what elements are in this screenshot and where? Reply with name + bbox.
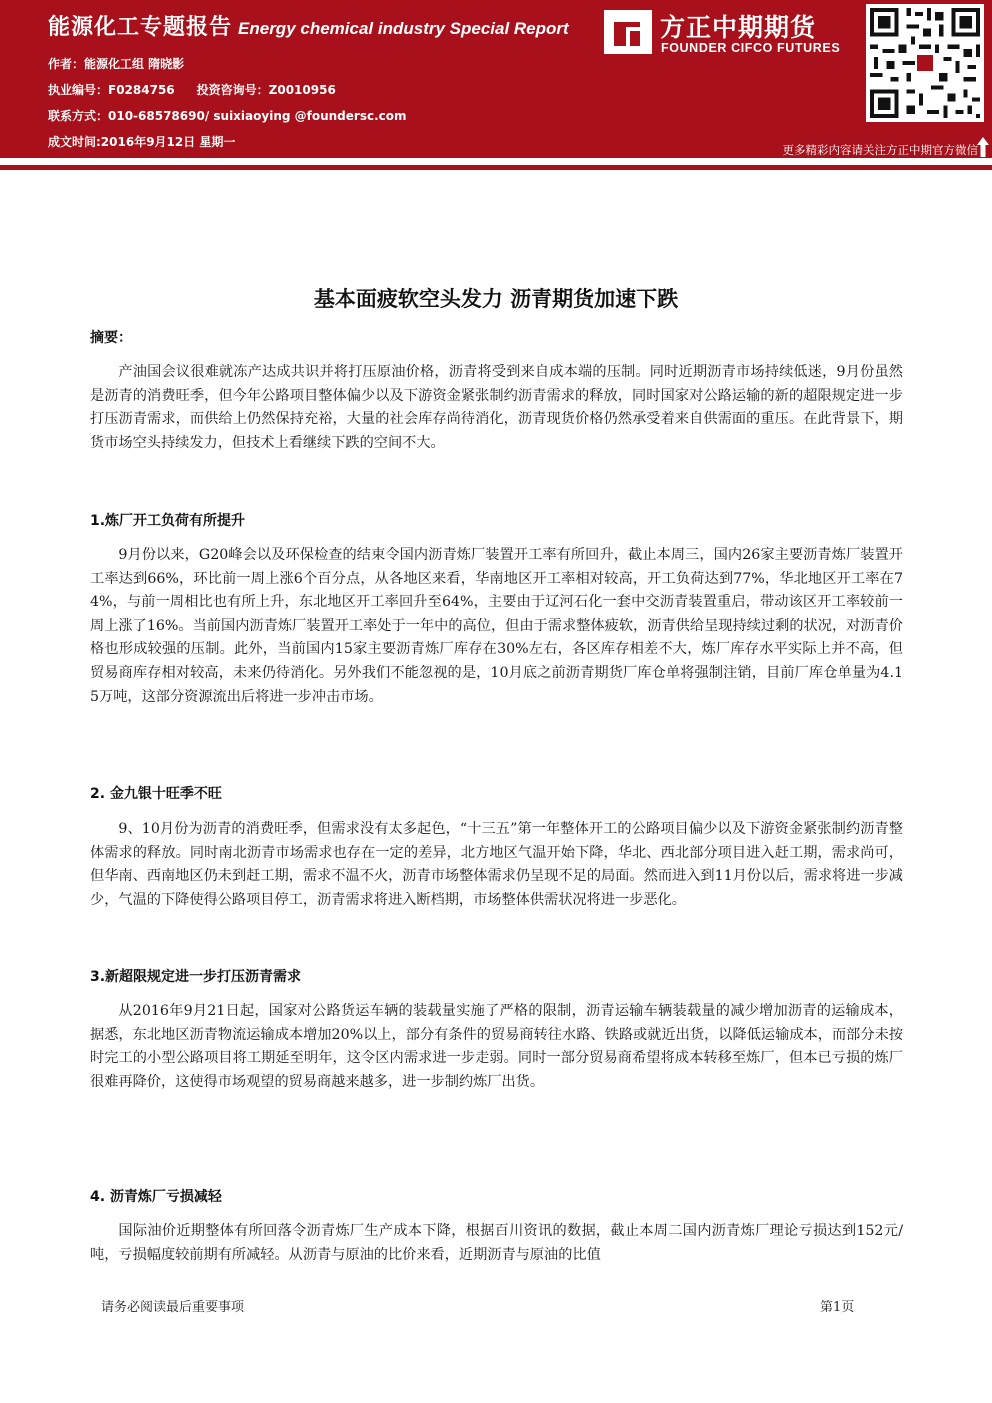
- section-body-3: 从2016年9月21日起，国家对公路货运车辆的装载量实施了严格的限制，沥青运输车辆装载量的减少增加沥青的运输成本，据悉，东北地区沥青物流运输成本增加20%以上，部分有条件的贸易商转往水路、铁路或就近出货，以降低运输成本，而部分未按时完工的小型公路项目将工期延至明年，这令区内需求进一步走弱。同时一部分贸易商希望将成本转移至炼厂，但本已亏损的炼厂很难再降价，这使得市场观望的贸易商越来越多，进一步制约炼厂出货。: [90, 1003, 903, 1090]
- header-divider: [0, 165, 992, 170]
- summary-paragraph: 产油国会议很难就冻产达成共识并将打压原油价格，沥青将受到来自成本端的压制。同时近期沥青市场持续低迷，9月份虽然是沥青的消费旺季，但今年公路项目整体偏少以及下游资金紧张制约沥青需求的释放，同时国家对公路运输的新的超限规定进一步打压沥青需求，而供给上仍然保持充裕，大量的社会库存尚待消化，沥青现货价格仍然承受着来自供需面的重压。在此背景下，期货市场空头持续发力，但技术上看继续下跌的空间不大。: [90, 364, 903, 451]
- author-line: 作者：能源化工组 隋晓影: [48, 57, 185, 71]
- logo-text-en: FOUNDER CIFCO FUTURES: [661, 41, 841, 55]
- license-line: [48, 81, 336, 98]
- section-body-4: 国际油价近期整体有所回落令沥青炼厂生产成本下降，根据百川资讯的数据，截止本周二国内沥青炼厂理论亏损达到152元/吨，亏损幅度较前期有所减轻。从沥青与原油的比价来看，近期沥青与原油的比值: [90, 1223, 903, 1263]
- section-body-1: 9月份以来，G20峰会以及环保检查的结束令国内沥青炼厂装置开工率有所回升，截止本周三，国内26家主要沥青炼厂装置开工率达到66%，环比前一周上涨6个百分点，从各地区来看，华南地区开工率相对较高，开工负荷达到77%，华北地区开工率在74%，与前一周相比也有所上升，东北地区开工率回升至64%，主要由于辽河石化一套中交沥青装置重启，带动该区开工率较前一周上涨了16%。当前国内沥青炼厂装置开工率处于一年中的高位，但由于需求整体疲软，沥青供给呈现持续过剩的状况，对沥青价格也形成较强的压制。此外，当前国内15家主要沥青炼厂库存在30%左右，各区库存相差不大，炼厂库存水平实际上并不高，但贸易商库存相对较高，未来仍待消化。另外我们不能忽视的是，10月底之前沥青期货厂库仓单将强制注销，目前厂库仓单量为4.15万吨，这部分资源流出后将进一步冲击市场。: [90, 547, 903, 705]
- report-title-row: [48, 10, 569, 41]
- section-body-2: 9、10月份为沥青的消费旺季，但需求没有太多起色，“十三五”第一年整体开工的公路项目偏少以及下游资金紧张制约沥青整体需求的释放。同时南北沥青市场需求也存在一定的差异，北方地区气温开始下降，华北、西北部分项目进入赶工期，需求尚可，但华南、西南地区仍未到赶工期，需求不温不火，沥青市场整体需求仍呈现不足的局面。然而进入到11月份以后，需求将进一步减少，气温的下降使得公路项目停工，沥青需求将进入断档期，市场整体供需状况将进一步恶化。: [90, 821, 903, 908]
- section-heading-2: 2. 金九银十旺季不旺: [90, 786, 222, 802]
- section-heading-4: 4. 沥青炼厂亏损减轻: [90, 1189, 222, 1205]
- logo-text-cn: 方正中期期货: [660, 13, 817, 42]
- arrow-up-icon: [976, 136, 990, 158]
- footer-notice: 请务必阅读最后重要事项: [101, 1300, 245, 1315]
- follow-wechat-text: 更多精彩内容请关注方正中期官方微信: [782, 143, 978, 157]
- report-title-en: Energy chemical industry Special Report: [238, 19, 569, 38]
- founder-logo-icon: [604, 10, 652, 54]
- document-title: 基本面疲软空头发力 沥青期货加速下跌: [313, 287, 679, 311]
- report-header: [0, 0, 992, 158]
- date-line: 成文时间:2016年9月12日 星期一: [48, 135, 236, 149]
- report-title-cn: 能源化工专题报告: [48, 15, 233, 40]
- page-number: 第1页: [820, 1300, 855, 1315]
- summary-label: 摘要：: [90, 330, 132, 346]
- wechat-qr-code-icon: [866, 4, 984, 122]
- consult-number: 投资咨询号：Z0010956: [196, 83, 336, 97]
- section-heading-3: 3.新超限规定进一步打压沥青需求: [90, 969, 302, 985]
- license-number: 执业编号：F0284756: [48, 83, 175, 97]
- company-logo: [604, 8, 860, 60]
- section-heading-1: 1.炼厂开工负荷有所提升: [90, 513, 246, 529]
- contact-line[interactable]: 联系方式：010-68578690/ suixiaoying @foundersc.com: [48, 109, 407, 123]
